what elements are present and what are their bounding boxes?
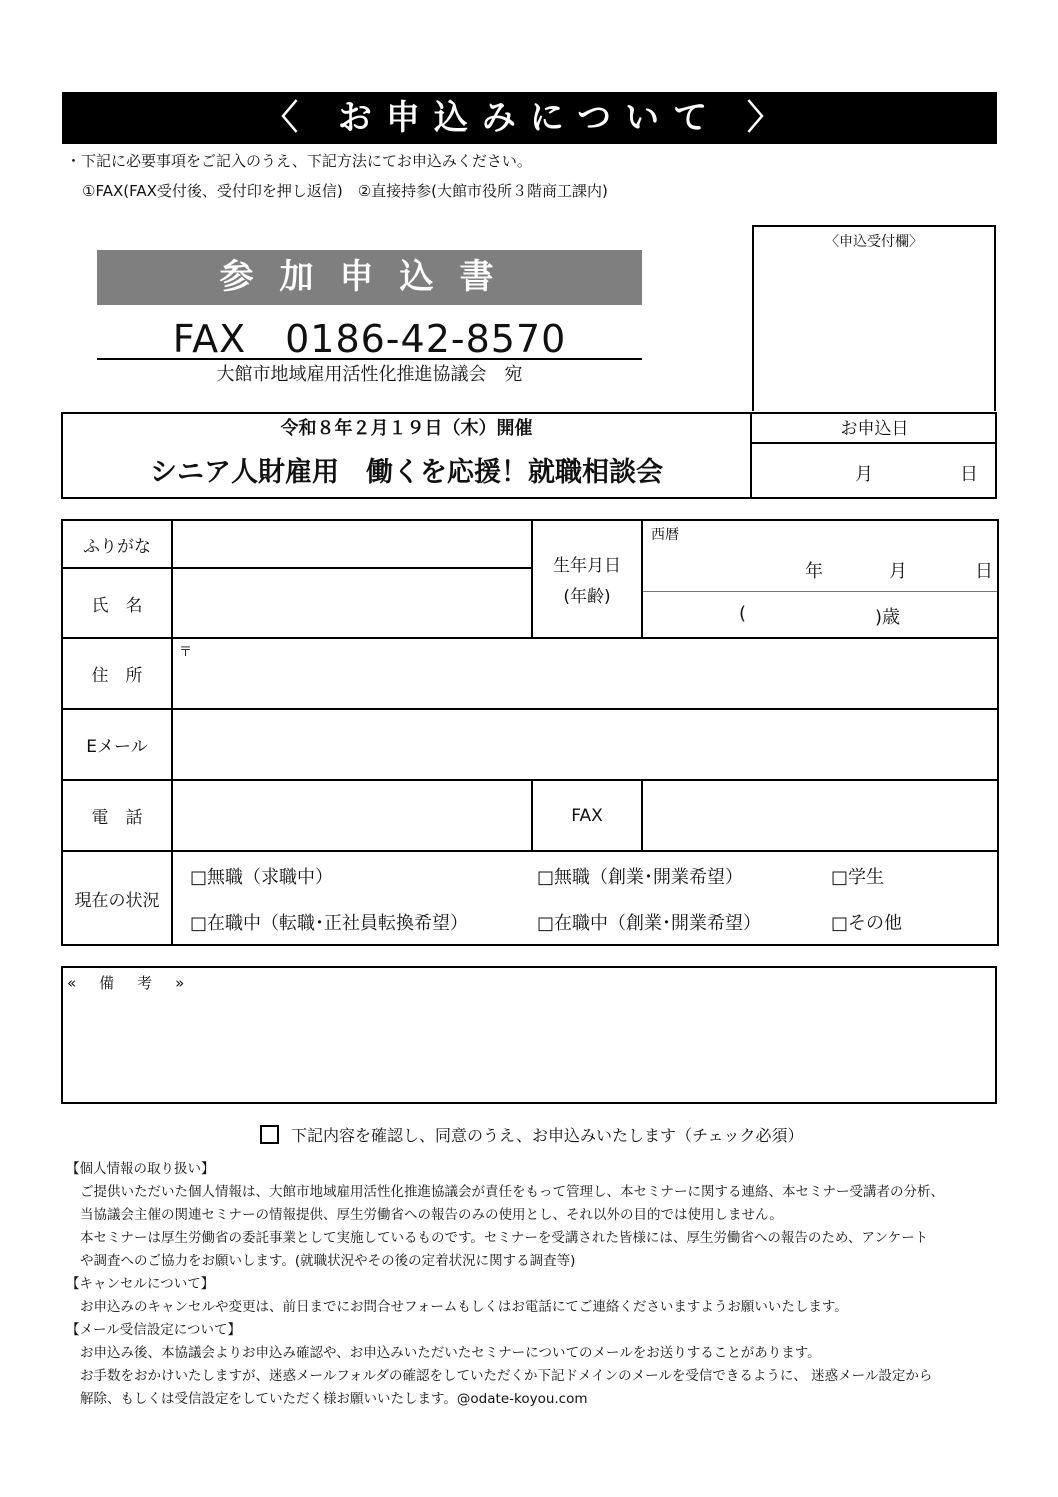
status-option-unemployed-seeking[interactable]: □無職（求職中）	[190, 867, 334, 888]
apply-day-label: 日	[960, 464, 978, 485]
instruction-line-1: ・下記に必要事項をご記入のうえ、下記方法にてお申込みください。	[66, 152, 532, 170]
section-banner: 〈 お申込みについて 〉	[62, 92, 997, 144]
divider	[643, 591, 997, 592]
consent-text: 下記内容を確認し、同意のうえ、お申込みいたします（チェック必須）	[291, 1126, 804, 1145]
mail-line: 解除、もしくは受信設定をしていただく様お願いいたします。@odate-koyou.com	[80, 1391, 588, 1407]
furigana-label: ふりがな	[62, 520, 172, 568]
fax-field[interactable]	[642, 780, 998, 851]
status-option-unemployed-startup[interactable]: □無職（創業･開業希望）	[537, 867, 744, 888]
email-field[interactable]	[172, 709, 998, 780]
fax-label: FAX	[532, 780, 642, 851]
status-option-employed-change[interactable]: □在職中（転職･正社員転換希望）	[190, 913, 469, 934]
event-title: シニア人財雇用 働くを応援！就職相談会	[150, 457, 663, 488]
remarks-label: « 備 考 »	[67, 974, 189, 992]
month-label: 月	[889, 561, 907, 582]
birthdate-label-text: 生年月日	[553, 556, 621, 576]
info-section	[66, 1158, 996, 1411]
mail-heading: 【メール受信設定について】	[66, 1322, 241, 1338]
privacy-line: 本セミナーは厚生労働省の委託事業として実施しているものです。セミナーを受講された皆様には、厚生労働省への報告のため、アンケート	[80, 1230, 929, 1246]
age-open-paren: (	[739, 603, 747, 624]
birthdate-label	[532, 520, 642, 638]
mail-line: お申込み後、本協議会よりお申込み確認や、お申込みいただいたセミナーについてのメールをお送りすることがあります。	[80, 1345, 821, 1361]
divider	[750, 442, 997, 444]
receipt-stamp-box	[752, 225, 996, 411]
mail-line: お手数をおかけいたしますが、迷惑メールフォルダの確認をしていただくか下記ドメインのメールを受信できるように、 迷惑メール設定から	[80, 1368, 933, 1384]
address-field[interactable]	[172, 638, 998, 709]
era-label: 西暦	[651, 527, 679, 543]
email-label: Eメール	[62, 709, 172, 780]
birthdate-field[interactable]	[642, 520, 998, 638]
privacy-line: ご提供いただいた個人情報は、大館市地域雇用活性化推進協議会が責任をもって管理し、本セミナーに関する連絡、本セミナー受講者の分析、	[80, 1184, 944, 1200]
year-label: 年	[805, 561, 823, 582]
status-option-employed-startup[interactable]: □在職中（創業･開業希望）	[537, 913, 762, 934]
privacy-line: 当協議会主催の関連セミナーの情報提供、厚生労働省への報告のみの使用とし、それ以外の目的では使用しません。	[80, 1207, 783, 1223]
cancel-line: お申込みのキャンセルや変更は、前日までにお問合せフォームもしくはお電話にてご連絡くださいますようお願いいたします。	[80, 1299, 848, 1315]
status-options	[172, 851, 998, 945]
phone-label: 電 話	[62, 780, 172, 851]
status-label: 現在の状況	[62, 851, 172, 945]
status-option-student[interactable]: □学生	[831, 867, 885, 888]
apply-month-label: 月	[855, 464, 873, 485]
event-date: 令和８年２月１９日（木）開催	[280, 418, 533, 439]
name-field[interactable]	[172, 568, 532, 638]
receipt-label: 〈申込受付欄〉	[825, 234, 923, 250]
furigana-field[interactable]	[172, 520, 532, 568]
instruction-line-2: ①FAX(FAX受付後、受付印を押し返信) ②直接持参(大館市役所３階商工課内)	[82, 182, 608, 200]
age-unit: )歳	[875, 607, 901, 628]
form-title: 参加申込書	[97, 250, 642, 305]
postal-mark: 〒	[179, 645, 193, 660]
phone-field[interactable]	[172, 780, 532, 851]
fax-number: FAX 0186-42-8570	[172, 317, 567, 361]
day-label: 日	[975, 561, 993, 582]
status-option-other[interactable]: □その他	[831, 913, 903, 934]
cancel-heading: 【キャンセルについて】	[66, 1276, 215, 1292]
addressee: 大館市地域雇用活性化推進協議会 宛	[216, 364, 523, 385]
name-label: 氏 名	[62, 568, 172, 638]
remarks-field[interactable]	[61, 966, 997, 1104]
privacy-line: や調査へのご協力をお願いします。(就職状況やその後の定着状況に関する調査等)	[80, 1253, 576, 1269]
privacy-heading: 【個人情報の取り扱い】	[66, 1161, 215, 1177]
consent-checkbox[interactable]	[260, 1125, 279, 1144]
address-label: 住 所	[62, 638, 172, 709]
age-label-text: (年齢)	[563, 587, 611, 607]
application-form-table	[61, 519, 999, 946]
consent-row	[260, 1123, 803, 1146]
apply-date-label: お申込日	[840, 419, 909, 439]
